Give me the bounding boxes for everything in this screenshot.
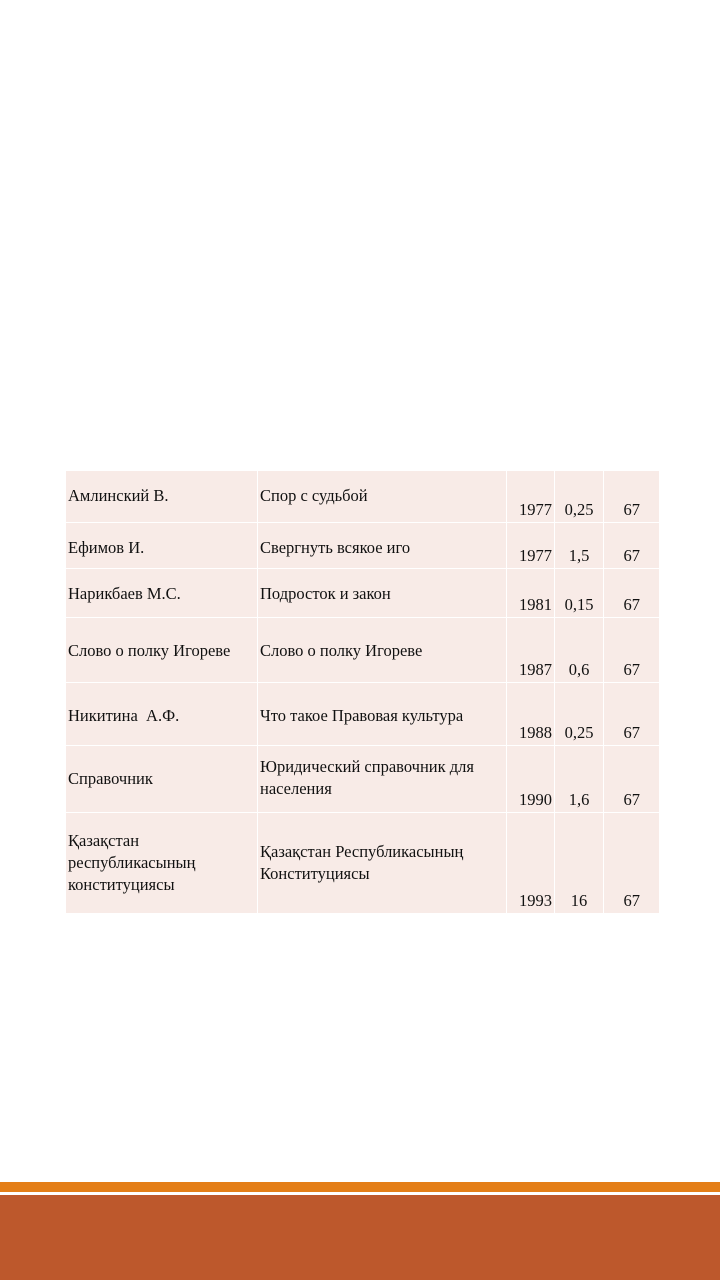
- volume-cell: 0,25: [555, 683, 604, 746]
- code-cell: 67: [604, 569, 660, 618]
- author-cell: Слово о полку Игореве: [66, 618, 258, 683]
- table-row: [66, 471, 660, 523]
- book-table: [65, 470, 660, 914]
- volume-cell: 0,15: [555, 569, 604, 618]
- year-cell: 1981: [507, 569, 555, 618]
- table-row: [66, 523, 660, 569]
- year-cell: 1990: [507, 746, 555, 813]
- volume-cell: 0,6: [555, 618, 604, 683]
- code-cell: 67: [604, 618, 660, 683]
- table-row: [66, 683, 660, 746]
- year-cell: 1993: [507, 813, 555, 914]
- accent-divider-line: [0, 1182, 720, 1192]
- title-cell: Спор с судьбой: [258, 471, 507, 523]
- author-cell: Амлинский В.: [66, 471, 258, 523]
- volume-cell: 16: [555, 813, 604, 914]
- year-cell: 1977: [507, 523, 555, 569]
- author-cell: Нарикбаев М.С.: [66, 569, 258, 618]
- author-cell: Справочник: [66, 746, 258, 813]
- code-cell: 67: [604, 683, 660, 746]
- title-cell: Свергнуть всякое иго: [258, 523, 507, 569]
- code-cell: 67: [604, 523, 660, 569]
- footer-band: [0, 1195, 720, 1280]
- year-cell: 1977: [507, 471, 555, 523]
- code-cell: 67: [604, 813, 660, 914]
- volume-cell: 1,6: [555, 746, 604, 813]
- volume-cell: 1,5: [555, 523, 604, 569]
- author-cell: Қазақстан республикасының конституциясы: [66, 813, 258, 914]
- title-cell: Что такое Правовая культура: [258, 683, 507, 746]
- table-row: [66, 813, 660, 914]
- title-cell: Слово о полку Игореве: [258, 618, 507, 683]
- title-cell: Юридический справочник для населения: [258, 746, 507, 813]
- title-cell: Қазақстан Республикасының Конституциясы: [258, 813, 507, 914]
- table-row: [66, 746, 660, 813]
- title-cell: Подросток и закон: [258, 569, 507, 618]
- year-cell: 1987: [507, 618, 555, 683]
- author-cell: Ефимов И.: [66, 523, 258, 569]
- table-row: [66, 569, 660, 618]
- volume-cell: 0,25: [555, 471, 604, 523]
- code-cell: 67: [604, 471, 660, 523]
- author-cell: Никитина А.Ф.: [66, 683, 258, 746]
- year-cell: 1988: [507, 683, 555, 746]
- table-row: [66, 618, 660, 683]
- code-cell: 67: [604, 746, 660, 813]
